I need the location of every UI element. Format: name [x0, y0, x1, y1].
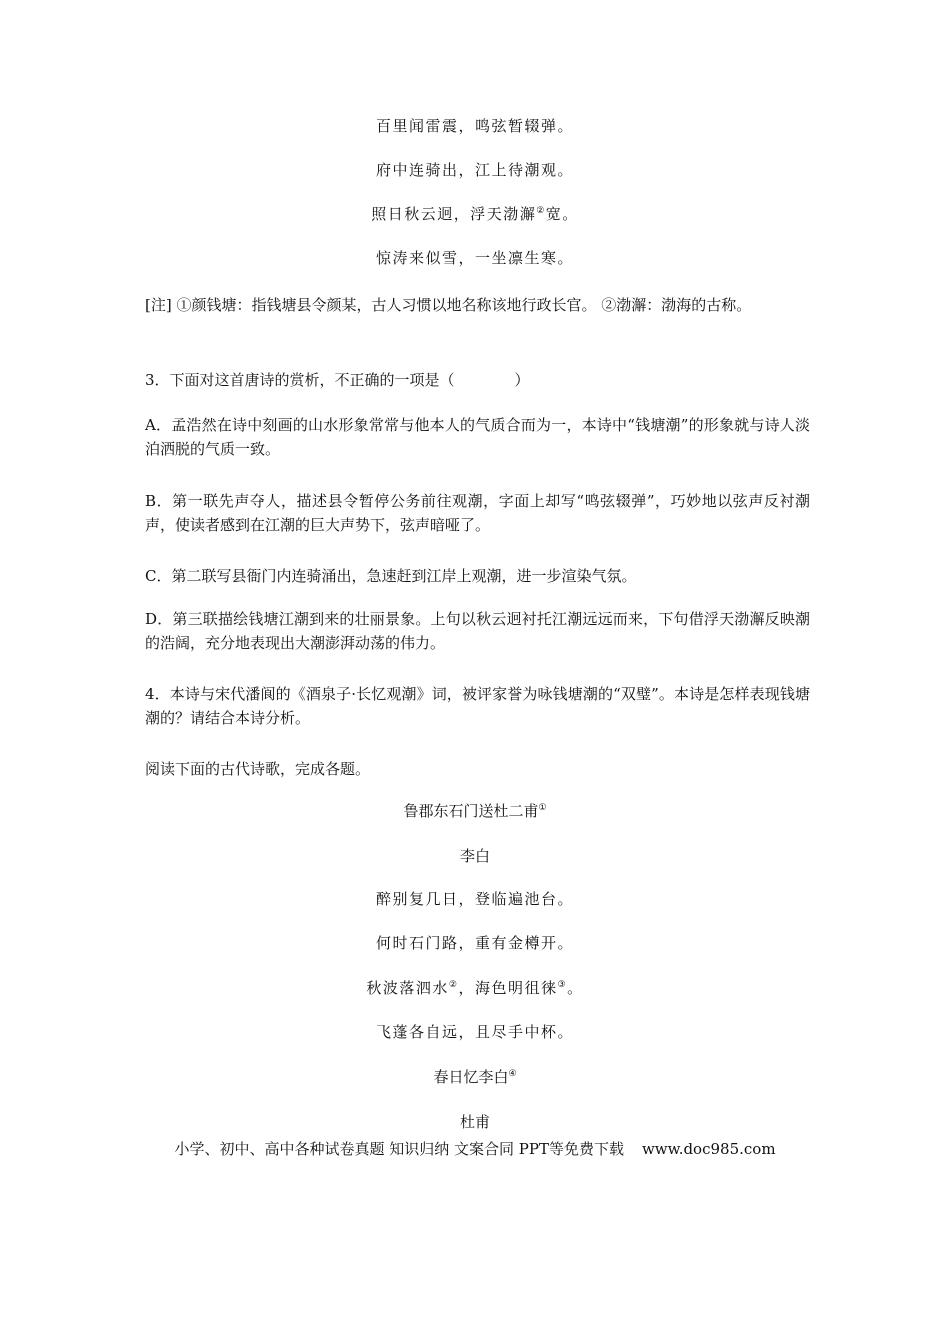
question-3-stem: 3．下面对这首唐诗的赏析，不正确的一项是（ ） [145, 371, 530, 389]
poem1-line-3: 照日秋云迥，浮天渤澥②宽。 [371, 205, 579, 223]
poem2-author: 李白 [459, 847, 490, 865]
annotation-note: [注] ①颜钱塘：指钱塘县令颜某，古人习惯以地名称该地行政长官。 ②渤澥：渤海的古称。 [145, 296, 752, 314]
poem2-line-3: 秋波落泗水②，海色明徂徕③。 [366, 979, 584, 997]
poem3-title: 春日忆李白④ [433, 1068, 517, 1086]
footnote-mark: ④ [508, 1069, 517, 1079]
footer-url[interactable]: www.doc985.com [641, 1140, 776, 1158]
question-3-option-c: C．第二联写县衙门内连骑涌出，急速赶到江岸上观潮，进一步渲染气氛。 [145, 567, 637, 585]
footer-text: 小学、初中、高中各种试卷真题 知识归纳 文案合同 PPT等免费下载 [174, 1140, 624, 1158]
question-3-option-a: A．孟浩然在诗中刻画的山水形象常常与他本人的气质合而为一，本诗中“钱塘潮”的形象就与诗人淡泊洒脱的气质一致。 [145, 416, 810, 458]
footnote-mark: ③ [557, 980, 568, 990]
poem1-line-4: 惊涛来似雪，一坐凛生寒。 [375, 249, 574, 267]
question-4: 4．本诗与宋代潘阆的《酒泉子·长忆观潮》词，被评家誉为咏钱塘潮的“双璧”。本诗是怎样表现钱塘潮的？请结合本诗分析。 [145, 685, 810, 727]
poem1-line-2: 府中连骑出，江上待潮观。 [375, 161, 574, 179]
question-3-option-b: B．第一联先声夺人，描述县令暂停公务前往观潮，字面上却写“鸣弦辍弹”，巧妙地以弦声反衬潮声，使读者感到在江潮的巨大声势下，弦声暗哑了。 [145, 492, 810, 534]
poem2-title: 鲁郡东石门送杜二甫① [403, 802, 547, 820]
footnote-mark: ① [538, 803, 547, 813]
poem1-line-1: 百里闻雷震，鸣弦暂辍弹。 [375, 117, 574, 135]
page-footer [0, 1138, 950, 1159]
reading-instruction: 阅读下面的古代诗歌，完成各题。 [145, 760, 371, 778]
question-3-option-d: D．第三联描绘钱塘江潮到来的壮丽景象。上句以秋云迥衬托江潮远远而来，下句借浮天渤澥反映潮的浩阔，充分地表现出大潮澎湃动荡的伟力。 [145, 610, 810, 652]
poem2-line-2: 何时石门路，重有金樽开。 [375, 934, 574, 952]
poem2-line-1: 醉别复几日，登临遍池台。 [375, 890, 574, 908]
footnote-mark: ② [536, 206, 546, 216]
footnote-mark: ② [448, 980, 459, 990]
poem2-line-4: 飞蓬各自远，且尽手中杯。 [375, 1023, 574, 1041]
poem3-author: 杜甫 [459, 1113, 490, 1131]
